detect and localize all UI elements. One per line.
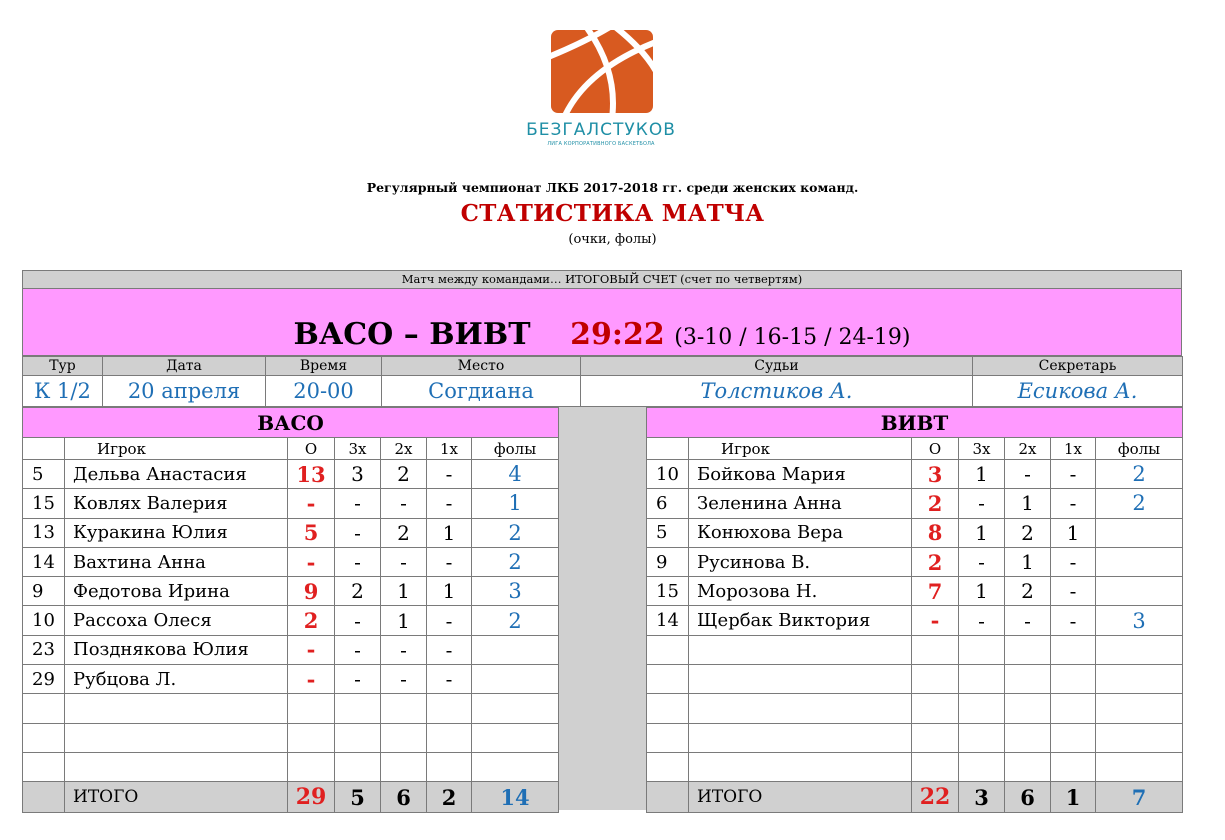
tour-value: К 1/2 xyxy=(23,376,103,407)
col-player-header: Игрок xyxy=(65,438,288,460)
player-fouls xyxy=(472,694,559,723)
player-free-throws xyxy=(427,723,472,752)
player-three-pointers: - xyxy=(335,547,381,576)
player-fouls: 2 xyxy=(1096,489,1183,518)
final-score: 29:22 xyxy=(570,317,665,352)
player-number xyxy=(23,723,65,752)
total-label: ИТОГО xyxy=(689,782,912,813)
player-free-throws: - xyxy=(427,489,472,518)
player-name: Бойкова Мария xyxy=(689,460,912,489)
player-number xyxy=(647,723,689,752)
player-name xyxy=(65,723,288,752)
player-fouls: 2 xyxy=(1096,460,1183,489)
player-number: 13 xyxy=(23,518,65,547)
player-fouls: 2 xyxy=(472,606,559,635)
player-free-throws xyxy=(1051,752,1096,781)
logo-tagline: ЛИГА КОРПОРАТИВНОГО БАСКЕТБОЛА xyxy=(547,141,655,147)
player-free-throws: - xyxy=(1051,460,1096,489)
player-points: 2 xyxy=(912,547,959,576)
player-free-throws: - xyxy=(1051,489,1096,518)
column-header-row xyxy=(23,438,559,460)
score-line xyxy=(23,317,1181,356)
col-fouls-header: фолы xyxy=(472,438,559,460)
player-three-pointers: 3 xyxy=(335,460,381,489)
player-points: 3 xyxy=(912,460,959,489)
player-name xyxy=(65,694,288,723)
player-two-pointers xyxy=(381,694,427,723)
player-two-pointers: 2 xyxy=(381,460,427,489)
player-points: 7 xyxy=(912,577,959,606)
player-row xyxy=(23,489,559,518)
player-two-pointers xyxy=(1005,723,1051,752)
player-two-pointers: 2 xyxy=(1005,518,1051,547)
stats-note: (очки, фолы) xyxy=(568,232,657,247)
total-three-pointers: 3 xyxy=(959,782,1005,813)
player-two-pointers xyxy=(381,752,427,781)
col-one-header: 1х xyxy=(427,438,472,460)
player-fouls: 4 xyxy=(472,460,559,489)
player-fouls xyxy=(472,752,559,781)
total-free-throws: 2 xyxy=(427,782,472,813)
col-one-header: 1х xyxy=(1051,438,1096,460)
player-fouls: 1 xyxy=(472,489,559,518)
player-three-pointers: 1 xyxy=(959,460,1005,489)
player-points xyxy=(288,694,335,723)
player-number: 23 xyxy=(23,635,65,664)
player-three-pointers xyxy=(335,723,381,752)
player-two-pointers xyxy=(1005,694,1051,723)
player-number: 10 xyxy=(647,460,689,489)
col-player-header: Игрок xyxy=(689,438,912,460)
player-row xyxy=(23,577,559,606)
player-number xyxy=(23,752,65,781)
player-points xyxy=(912,723,959,752)
total-two-pointers: 6 xyxy=(381,782,427,813)
player-fouls xyxy=(1096,723,1183,752)
player-fouls: 2 xyxy=(472,547,559,576)
player-number: 6 xyxy=(647,489,689,518)
player-fouls xyxy=(1096,577,1183,606)
player-number: 15 xyxy=(23,489,65,518)
player-free-throws: - xyxy=(1051,547,1096,576)
col-number-header xyxy=(647,438,689,460)
referees-label: Судьи xyxy=(581,357,973,376)
player-two-pointers xyxy=(381,723,427,752)
col-number-header xyxy=(23,438,65,460)
total-three-pointers: 5 xyxy=(335,782,381,813)
player-free-throws: 1 xyxy=(427,577,472,606)
place-value: Согдиана xyxy=(382,376,581,407)
player-number: 29 xyxy=(23,665,65,694)
match-score-panel xyxy=(22,289,1182,356)
player-row xyxy=(647,460,1183,489)
player-name xyxy=(689,635,912,664)
player-name: Русинова В. xyxy=(689,547,912,576)
player-two-pointers: 1 xyxy=(381,606,427,635)
player-fouls: 3 xyxy=(1096,606,1183,635)
player-free-throws xyxy=(1051,694,1096,723)
player-free-throws xyxy=(427,752,472,781)
tour-label: Тур xyxy=(23,357,103,376)
place-label: Место xyxy=(382,357,581,376)
player-fouls xyxy=(472,723,559,752)
player-points xyxy=(288,723,335,752)
player-points: 8 xyxy=(912,518,959,547)
player-row xyxy=(647,665,1183,694)
player-free-throws: - xyxy=(1051,606,1096,635)
player-name xyxy=(689,723,912,752)
match-teams: ВАСО – ВИВТ xyxy=(293,317,531,352)
time-value: 20-00 xyxy=(266,376,382,407)
player-two-pointers xyxy=(1005,635,1051,664)
player-fouls xyxy=(1096,694,1183,723)
player-row xyxy=(647,489,1183,518)
player-row xyxy=(23,547,559,576)
player-free-throws: - xyxy=(427,665,472,694)
col-three-header: 3х xyxy=(959,438,1005,460)
player-two-pointers: - xyxy=(381,489,427,518)
player-name: Зеленина Анна xyxy=(689,489,912,518)
player-two-pointers: - xyxy=(1005,606,1051,635)
player-three-pointers: - xyxy=(959,547,1005,576)
player-number xyxy=(647,665,689,694)
player-two-pointers: 2 xyxy=(1005,577,1051,606)
player-fouls: 3 xyxy=(472,577,559,606)
player-three-pointers: 2 xyxy=(335,577,381,606)
col-two-header: 2х xyxy=(381,438,427,460)
player-points: 2 xyxy=(912,489,959,518)
player-number: 9 xyxy=(647,547,689,576)
player-two-pointers: - xyxy=(381,665,427,694)
player-row xyxy=(23,752,559,781)
player-points: - xyxy=(288,489,335,518)
total-free-throws: 1 xyxy=(1051,782,1096,813)
player-fouls xyxy=(1096,635,1183,664)
player-name xyxy=(689,694,912,723)
player-name: Позднякова Юлия xyxy=(65,635,288,664)
player-row xyxy=(647,577,1183,606)
player-name: Дельва Анастасия xyxy=(65,460,288,489)
player-number: 5 xyxy=(23,460,65,489)
player-row xyxy=(647,694,1183,723)
player-row xyxy=(647,635,1183,664)
player-points xyxy=(288,752,335,781)
player-three-pointers xyxy=(959,665,1005,694)
total-row xyxy=(647,782,1183,813)
team-name: ВАСО xyxy=(23,408,559,438)
player-three-pointers: - xyxy=(335,635,381,664)
team-stats-table-away xyxy=(646,407,1183,813)
basketball-icon xyxy=(551,30,653,113)
player-row xyxy=(23,460,559,489)
team-name-row xyxy=(23,408,559,438)
player-row xyxy=(647,606,1183,635)
player-points xyxy=(912,665,959,694)
player-number: 9 xyxy=(23,577,65,606)
date-label: Дата xyxy=(103,357,266,376)
player-free-throws xyxy=(1051,665,1096,694)
date-value: 20 апреля xyxy=(103,376,266,407)
player-name xyxy=(65,752,288,781)
player-row xyxy=(23,635,559,664)
player-name xyxy=(689,752,912,781)
secretary-label: Секретарь xyxy=(973,357,1183,376)
player-number xyxy=(23,694,65,723)
player-number: 14 xyxy=(647,606,689,635)
player-three-pointers: - xyxy=(959,606,1005,635)
player-row xyxy=(23,723,559,752)
player-three-pointers xyxy=(959,635,1005,664)
column-header-row xyxy=(647,438,1183,460)
player-two-pointers: 1 xyxy=(381,577,427,606)
player-fouls xyxy=(472,635,559,664)
player-fouls xyxy=(1096,752,1183,781)
championship-subtitle: Регулярный чемпионат ЛКБ 2017-2018 гг. среди женских команд. xyxy=(366,180,859,195)
page-title: СТАТИСТИКА МАТЧА xyxy=(460,200,765,227)
player-three-pointers xyxy=(959,752,1005,781)
player-two-pointers: 1 xyxy=(1005,547,1051,576)
player-fouls: 2 xyxy=(472,518,559,547)
player-free-throws: - xyxy=(427,547,472,576)
player-two-pointers: 2 xyxy=(381,518,427,547)
total-two-pointers: 6 xyxy=(1005,782,1051,813)
player-three-pointers: 1 xyxy=(959,577,1005,606)
player-two-pointers: - xyxy=(1005,460,1051,489)
player-points: - xyxy=(912,606,959,635)
player-free-throws: - xyxy=(427,635,472,664)
player-three-pointers: - xyxy=(959,489,1005,518)
player-three-pointers: - xyxy=(335,489,381,518)
team-separator xyxy=(558,407,646,810)
player-fouls xyxy=(1096,665,1183,694)
col-two-header: 2х xyxy=(1005,438,1051,460)
col-points-header: О xyxy=(288,438,335,460)
player-fouls xyxy=(1096,518,1183,547)
player-number xyxy=(647,694,689,723)
match-info-table xyxy=(22,356,1183,407)
player-three-pointers xyxy=(959,723,1005,752)
player-points xyxy=(912,752,959,781)
player-row xyxy=(23,665,559,694)
player-name: Куракина Юлия xyxy=(65,518,288,547)
player-two-pointers: - xyxy=(381,547,427,576)
total-points: 29 xyxy=(288,782,335,813)
total-blank xyxy=(23,782,65,813)
player-row xyxy=(23,606,559,635)
player-points: - xyxy=(288,547,335,576)
player-name xyxy=(689,665,912,694)
player-number: 10 xyxy=(23,606,65,635)
player-number: 5 xyxy=(647,518,689,547)
referees-value: Толстиков А. xyxy=(581,376,973,407)
player-two-pointers xyxy=(1005,665,1051,694)
player-free-throws: - xyxy=(427,460,472,489)
player-points: 5 xyxy=(288,518,335,547)
total-fouls: 7 xyxy=(1096,782,1183,813)
player-free-throws: - xyxy=(427,606,472,635)
col-three-header: 3х xyxy=(335,438,381,460)
player-points: - xyxy=(288,635,335,664)
player-points xyxy=(912,694,959,723)
player-number: 15 xyxy=(647,577,689,606)
player-row xyxy=(647,547,1183,576)
player-three-pointers xyxy=(959,694,1005,723)
player-name: Рассоха Олеся xyxy=(65,606,288,635)
player-points: - xyxy=(288,665,335,694)
player-free-throws: 1 xyxy=(427,518,472,547)
team-name-row xyxy=(647,408,1183,438)
team-stats-table-home xyxy=(22,407,559,813)
total-blank xyxy=(647,782,689,813)
player-free-throws xyxy=(427,694,472,723)
player-free-throws: 1 xyxy=(1051,518,1096,547)
player-three-pointers: - xyxy=(335,665,381,694)
player-name: Щербак Виктория xyxy=(689,606,912,635)
col-points-header: О xyxy=(912,438,959,460)
player-row xyxy=(23,694,559,723)
player-name: Федотова Ирина xyxy=(65,577,288,606)
player-points: 2 xyxy=(288,606,335,635)
player-three-pointers: 1 xyxy=(959,518,1005,547)
player-name: Конюхова Вера xyxy=(689,518,912,547)
player-number: 14 xyxy=(23,547,65,576)
player-free-throws xyxy=(1051,723,1096,752)
player-three-pointers xyxy=(335,752,381,781)
total-fouls: 14 xyxy=(472,782,559,813)
player-name: Рубцова Л. xyxy=(65,665,288,694)
player-name: Ковлях Валерия xyxy=(65,489,288,518)
total-label: ИТОГО xyxy=(65,782,288,813)
player-two-pointers xyxy=(1005,752,1051,781)
col-fouls-header: фолы xyxy=(1096,438,1183,460)
player-name: Морозова Н. xyxy=(689,577,912,606)
player-row xyxy=(647,518,1183,547)
player-points xyxy=(912,635,959,664)
player-number xyxy=(647,635,689,664)
player-points: 9 xyxy=(288,577,335,606)
player-row xyxy=(23,518,559,547)
secretary-value: Есикова А. xyxy=(973,376,1183,407)
quarter-scores: (3-10 / 16-15 / 24-19) xyxy=(674,325,911,350)
total-points: 22 xyxy=(912,782,959,813)
league-logo xyxy=(551,30,653,113)
total-row xyxy=(23,782,559,813)
player-points: 13 xyxy=(288,460,335,489)
info-labels-row xyxy=(23,357,1183,376)
logo-name: БЕЗГАЛСТУКОВ xyxy=(526,120,676,140)
match-header-bar: Матч между командами… ИТОГОВЫЙ СЧЕТ (счет по четвертям) xyxy=(22,270,1182,289)
player-three-pointers: - xyxy=(335,518,381,547)
player-three-pointers xyxy=(335,694,381,723)
player-fouls xyxy=(472,665,559,694)
info-values-row xyxy=(23,376,1183,407)
player-two-pointers: 1 xyxy=(1005,489,1051,518)
player-two-pointers: - xyxy=(381,635,427,664)
player-number xyxy=(647,752,689,781)
player-name: Вахтина Анна xyxy=(65,547,288,576)
player-fouls xyxy=(1096,547,1183,576)
player-free-throws xyxy=(1051,635,1096,664)
player-three-pointers: - xyxy=(335,606,381,635)
player-row xyxy=(647,723,1183,752)
player-free-throws: - xyxy=(1051,577,1096,606)
team-name: ВИВТ xyxy=(647,408,1183,438)
time-label: Время xyxy=(266,357,382,376)
player-row xyxy=(647,752,1183,781)
